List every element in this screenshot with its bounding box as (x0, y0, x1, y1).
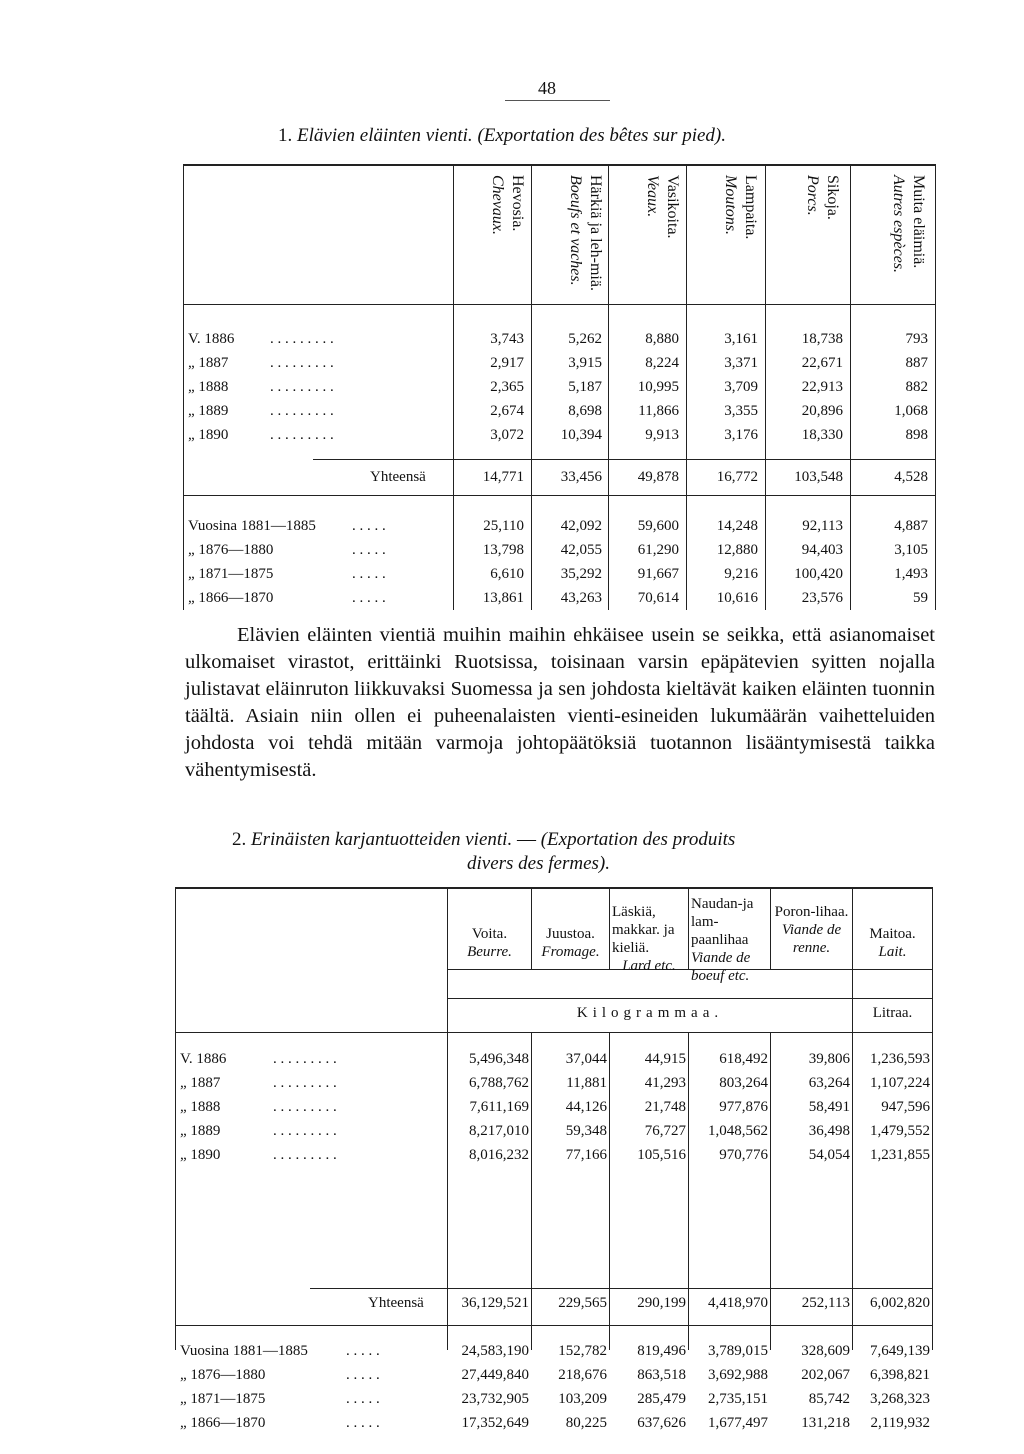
table2-row-label: „ 1890 (180, 1147, 221, 1163)
table2-cell: 54,054 (808, 1147, 850, 1163)
table1-total-rule (313, 459, 935, 460)
table2-cell: 819,496 (637, 1343, 686, 1359)
col-header-fi: Voita. (471, 926, 508, 942)
table1-cell: 20,896 (801, 403, 843, 419)
table2-cell: 24,583,190 (461, 1343, 529, 1359)
col-header-fr: Lard etc. (622, 958, 676, 974)
table2-title-fr2: divers des fermes). (467, 853, 610, 874)
table2-cell: 6,398,821 (870, 1367, 930, 1383)
table1-cell: 61,290 (637, 542, 679, 558)
table2-cell: 6,002,820 (870, 1295, 930, 1311)
table1-cell: 2,674 (490, 403, 524, 419)
col-header-fr: Veaux. (644, 175, 661, 218)
table2-cell: 23,732,905 (461, 1391, 529, 1407)
leader-dots: . . . . . . . . . (270, 403, 334, 419)
table2-cell: 947,596 (881, 1099, 930, 1115)
table1-cell: 793 (905, 331, 928, 347)
table2-header-bottom-rule (175, 1032, 932, 1033)
table2-row-label: Yhteensä (368, 1295, 424, 1311)
table1-cell: 18,738 (801, 331, 843, 347)
table1-left-rule (183, 164, 184, 610)
table2-right-rule (932, 887, 933, 1350)
leader-dots: . . . . . (346, 1367, 380, 1383)
table2-title-num: 2. (232, 829, 247, 850)
table2-col-header (691, 895, 769, 985)
table2-cell: 2,735,151 (708, 1391, 768, 1407)
page-number-rule (505, 100, 610, 101)
table2-cell: 863,518 (637, 1367, 686, 1383)
table1-cell: 11,866 (638, 403, 679, 419)
leader-dots: . . . . . . . . . (273, 1075, 337, 1091)
col-header-fi: Maitoa. (869, 926, 916, 942)
table2-title-fr1: (Exportation des produits (540, 829, 736, 850)
leader-dots: . . . . . . . . . (270, 379, 334, 395)
table1-cell: 25,110 (483, 518, 524, 534)
table2-cell: 152,782 (558, 1343, 607, 1359)
table1-row-label: „ 1888 (188, 379, 229, 395)
table2-cell: 202,067 (801, 1367, 850, 1383)
table1-cell: 49,878 (637, 469, 679, 485)
leader-dots: . . . . . . . . . (273, 1123, 337, 1139)
table1-cell: 13,798 (482, 542, 524, 558)
table1-cell: 18,330 (801, 427, 843, 443)
table1-col-header (457, 175, 527, 300)
table1-cell: 103,548 (794, 469, 843, 485)
table1-cell: 9,216 (724, 566, 758, 582)
table2-cell: 3,692,988 (708, 1367, 768, 1383)
table1-cell: 8,880 (645, 331, 679, 347)
table2-cell: 103,209 (558, 1391, 607, 1407)
table2-left-rule (175, 887, 176, 1350)
leader-dots: . . . . . . . . . (270, 355, 334, 371)
table2-cell: 252,113 (801, 1295, 850, 1311)
col-header-fi: Juustoa. (546, 926, 595, 942)
table2-cell: 7,611,169 (469, 1099, 529, 1115)
table2-col-header (532, 925, 609, 961)
table2-cell: 4,418,970 (708, 1295, 768, 1311)
page-number: 48 (538, 78, 556, 98)
leader-dots: . . . . . (352, 542, 386, 558)
table1-row-label: „ 1866—1870 (188, 590, 274, 606)
table2-cell: 63,264 (808, 1075, 850, 1091)
table2-cell: 59,348 (565, 1123, 607, 1139)
table2-cell: 1,231,855 (870, 1147, 930, 1163)
col-header-fr: Viande de renne. (781, 922, 842, 956)
table2-row-label: „ 1866—1870 (180, 1415, 266, 1431)
table1-cell: 887 (905, 355, 928, 371)
col-header-fr: Autres espèces. (890, 175, 907, 274)
table1-cell: 35,292 (560, 566, 602, 582)
leader-dots: . . . . . (352, 590, 386, 606)
table2-cell: 3,789,015 (708, 1343, 768, 1359)
table1-cell: 9,913 (645, 427, 679, 443)
table2-cell: 1,107,224 (870, 1075, 930, 1091)
table1-cell: 3,355 (724, 403, 758, 419)
table2-cell: 44,915 (644, 1051, 686, 1067)
table1-title-num: 1. (278, 125, 293, 146)
table1-row-label: „ 1876—1880 (188, 542, 274, 558)
table2-cell: 803,264 (719, 1075, 768, 1091)
table2-cell: 77,166 (565, 1147, 607, 1163)
table2-cell: 218,676 (558, 1367, 607, 1383)
table1-cell: 882 (905, 379, 928, 395)
table1-cell: 22,671 (801, 355, 843, 371)
table1-cell: 8,698 (568, 403, 602, 419)
table1-cell: 3,743 (490, 331, 524, 347)
table1-cell: 14,248 (716, 518, 758, 534)
table2-header-rule (447, 969, 932, 970)
table1-row-label: „ 1871—1875 (188, 566, 274, 582)
paragraph-text: Elävien eläinten vientiä muihin maihin ehkäisee usein se seikka, että asianomaiset ulkomaiset virastot, erittäinki Ruotsissa, toisinaan varsin epäpätevien syitten nojalla julistavat eläinruton liikkuvaksi Suomessa ja sen johdosta kieltävät kaiken eläinten tuonnin täältä. Asiain niin ollen ei puheenalaisten vienti-esineiden lukumäärän vaihetteluiden johdosta voi tehdä mitään varmoja johtopäätöksiä tuotannon lisääntymisestä taikka vähentymisestä. (185, 624, 935, 781)
table1-cell: 898 (905, 427, 928, 443)
table2-cell: 6,788,762 (469, 1075, 529, 1091)
table1-cell: 3,709 (724, 379, 758, 395)
col-header-fr: Viande de boeuf etc. (691, 950, 751, 984)
table2-title-dash: — (516, 829, 536, 850)
table2-cell: 8,016,232 (469, 1147, 529, 1163)
table2-cell: 80,225 (565, 1415, 607, 1431)
table1-cell: 14,771 (482, 469, 524, 485)
table1-cell: 42,092 (560, 518, 602, 534)
table1-cell: 16,772 (716, 469, 758, 485)
table1-col-header (858, 175, 928, 300)
table2-unit-kg: Kilogrammaa. (576, 1005, 724, 1021)
table2-row-label: „ 1888 (180, 1099, 221, 1115)
table2-total-bottom-rule (175, 1325, 932, 1326)
table2-cell: 27,449,840 (461, 1367, 529, 1383)
table1-row-label: „ 1890 (188, 427, 229, 443)
leader-dots: . . . . . (346, 1343, 380, 1359)
table1-cell: 59 (913, 590, 928, 606)
table1-cell: 43,263 (560, 590, 602, 606)
col-header-fi: Hevosia. (509, 175, 526, 232)
table1-row-label: Yhteensä (370, 469, 426, 485)
table2-cell: 1,479,552 (870, 1123, 930, 1139)
table1-cell: 5,187 (568, 379, 602, 395)
table1-cell: 59,600 (637, 518, 679, 534)
table2-row-label: „ 1887 (180, 1075, 221, 1091)
table2-cell: 41,293 (644, 1075, 686, 1091)
table2-cell: 3,268,323 (870, 1391, 930, 1407)
col-header-fr: Boeufs et vaches. (567, 175, 584, 286)
table2-cell: 618,492 (719, 1051, 768, 1067)
table2-row-label: „ 1871—1875 (180, 1391, 266, 1407)
table1-cell: 5,262 (568, 331, 602, 347)
col-header-fi: Poron-lihaa. (774, 904, 849, 920)
leader-dots: . . . . . (346, 1391, 380, 1407)
table1-cell: 3,371 (724, 355, 758, 371)
table2-col-header (448, 925, 531, 961)
col-header-fi: Sikoja. (824, 175, 841, 220)
table1-col-header (535, 175, 605, 300)
table1-cell: 12,880 (716, 542, 758, 558)
table1-cell: 91,667 (637, 566, 679, 582)
leader-dots: . . . . . (346, 1415, 380, 1431)
table2-cell: 85,742 (808, 1391, 850, 1407)
table1-title-fi: Elävien eläinten vienti. (297, 125, 473, 146)
table2-col-rule (609, 887, 610, 969)
table2-cell: 637,626 (637, 1415, 686, 1431)
table1-cell: 42,055 (560, 542, 602, 558)
table2-row-label: „ 1889 (180, 1123, 221, 1139)
table1-cell: 10,616 (716, 590, 758, 606)
table2-row-label: V. 1886 (180, 1051, 227, 1067)
table2-cell: 1,236,593 (870, 1051, 930, 1067)
table1-cell: 2,365 (490, 379, 524, 395)
col-header-fi: Naudan-ja lam-paanlihaa (691, 896, 754, 948)
table2-unit-rule (447, 998, 932, 999)
table1-header-rule (183, 304, 935, 305)
table1-cell: 23,576 (801, 590, 843, 606)
table2-title-fi: Erinäisten karjantuotteiden vienti. (251, 829, 513, 850)
table2-cell: 977,876 (719, 1099, 768, 1115)
table2-cell: 5,496,348 (469, 1051, 529, 1067)
table1-cell: 100,420 (794, 566, 843, 582)
table2-cell: 290,199 (637, 1295, 686, 1311)
table1-col-header (772, 175, 842, 300)
table2-col-header (612, 903, 686, 975)
table2-col-rule (688, 887, 689, 969)
table2-cell: 39,806 (808, 1051, 850, 1067)
table1-cell: 94,403 (801, 542, 843, 558)
table2-unit-l: Litraa. (872, 1005, 913, 1021)
table2-col-rule (770, 887, 771, 969)
col-header-fr: Beurre. (467, 944, 512, 960)
col-header-fi: Vasikoita. (664, 175, 681, 239)
table1-cell: 1,493 (894, 566, 928, 582)
table2-col-header (853, 925, 932, 961)
table2-cell: 21,748 (644, 1099, 686, 1115)
table2-cell: 1,677,497 (708, 1415, 768, 1431)
table2-cell: 37,044 (565, 1051, 607, 1067)
table1-total-bottom-rule (183, 495, 935, 496)
table2-cell: 76,727 (644, 1123, 686, 1139)
table1-row-label: V. 1886 (188, 331, 235, 347)
table1-cell: 70,614 (637, 590, 679, 606)
col-header-fr: Porcs. (804, 175, 821, 216)
leader-dots: . . . . . (352, 566, 386, 582)
table1-cell: 3,176 (724, 427, 758, 443)
leader-dots: . . . . . . . . . (270, 427, 334, 443)
table2-title-line1 (232, 829, 735, 851)
table1-cell: 2,917 (490, 355, 524, 371)
leader-dots: . . . . . . . . . (270, 331, 334, 347)
table1-row-label: „ 1889 (188, 403, 229, 419)
table2-cell: 285,479 (637, 1391, 686, 1407)
col-header-fi: Läskiä, makkar. ja kieliä. (612, 904, 675, 956)
table2-top-rule (175, 887, 932, 889)
table2-cell: 970,776 (719, 1147, 768, 1163)
leader-dots: . . . . . . . . . (273, 1099, 337, 1115)
table1-col-header (612, 175, 682, 300)
table1-cell: 10,995 (637, 379, 679, 395)
table2-cell: 11,881 (566, 1075, 607, 1091)
col-header-fr: Lait. (878, 944, 907, 960)
table1-top-rule (183, 164, 935, 166)
table2-cell: 131,218 (801, 1415, 850, 1431)
col-header-fr: Chevaux. (489, 175, 506, 235)
table2-total-rule (310, 1288, 932, 1289)
table1-cell: 3,915 (568, 355, 602, 371)
table1-cell: 1,068 (894, 403, 928, 419)
leader-dots: . . . . . . . . . (273, 1051, 337, 1067)
table2-cell: 229,565 (558, 1295, 607, 1311)
table2-col-header (772, 903, 851, 957)
col-header-fr: Fromage. (541, 944, 600, 960)
table1-col-header (690, 175, 760, 300)
table2-cell: 1,048,562 (708, 1123, 768, 1139)
table2-cell: 7,649,139 (870, 1343, 930, 1359)
table1-cell: 92,113 (802, 518, 843, 534)
table2-cell: 44,126 (565, 1099, 607, 1115)
table1-cell: 3,161 (724, 331, 758, 347)
table2-cell: 17,352,649 (461, 1415, 529, 1431)
leader-dots: . . . . . (352, 518, 386, 534)
table2-cell: 328,609 (801, 1343, 850, 1359)
col-header-fr: Moutons. (722, 175, 739, 235)
table1-cell: 22,913 (801, 379, 843, 395)
table1-cell: 10,394 (560, 427, 602, 443)
table1-cell: 6,610 (490, 566, 524, 582)
table1-cell: 8,224 (645, 355, 679, 371)
table1-title-fr: (Exportation des bêtes sur pied). (477, 125, 726, 146)
table1-cell: 4,528 (894, 469, 928, 485)
table2-cell: 58,491 (808, 1099, 850, 1115)
leader-dots: . . . . . . . . . (273, 1147, 337, 1163)
table1-cell: 3,072 (490, 427, 524, 443)
table2-cell: 2,119,932 (870, 1415, 930, 1431)
col-header-fi: Härkiä ja leh-miä. (587, 175, 604, 291)
table2-row-label: Vuosina 1881—1885 (180, 1343, 308, 1359)
table1-cell: 33,456 (560, 469, 602, 485)
body-paragraph (185, 622, 935, 784)
table1-right-rule (935, 164, 936, 610)
table2-cell: 8,217,010 (469, 1123, 529, 1139)
col-header-fi: Lampaita. (742, 175, 759, 240)
table1-cell: 4,887 (894, 518, 928, 534)
table2-row-label: „ 1876—1880 (180, 1367, 266, 1383)
table2-cell: 36,129,521 (461, 1295, 529, 1311)
table1-cell: 3,105 (894, 542, 928, 558)
col-header-fi: Muita eläimiä. (910, 175, 927, 269)
table1-cell: 13,861 (482, 590, 524, 606)
table1-row-label: Vuosina 1881—1885 (188, 518, 316, 534)
table1-title (278, 125, 726, 147)
table2-cell: 105,516 (637, 1147, 686, 1163)
table2-cell: 36,498 (808, 1123, 850, 1139)
table1-row-label: „ 1887 (188, 355, 229, 371)
